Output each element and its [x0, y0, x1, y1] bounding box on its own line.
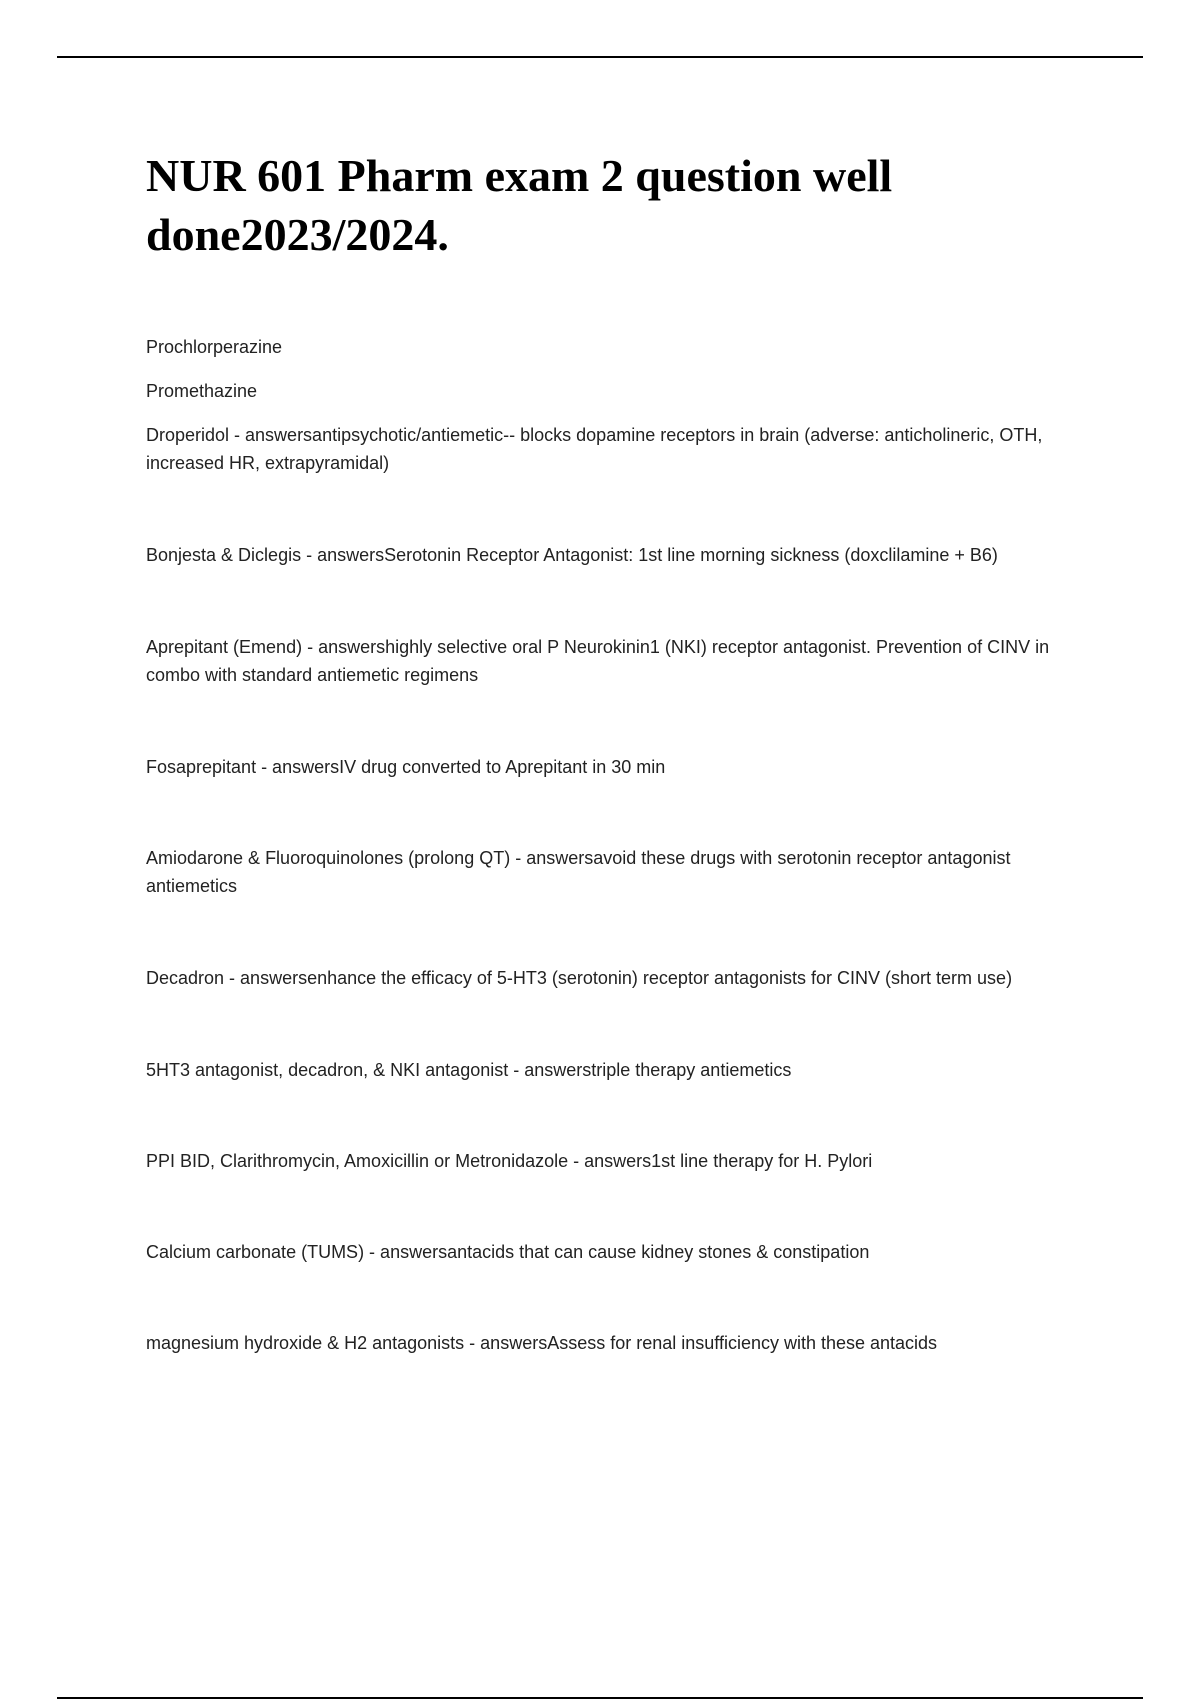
list-item: Bonjesta & Diclegis - answersSerotonin Receptor Antagonist: 1st line morning sickness (doxclilamine + B6): [146, 545, 998, 565]
list-item: magnesium hydroxide & H2 antagonists - answersAssess for renal insufficiency with these antacids: [146, 1333, 938, 1353]
document-body: [146, 333, 1081, 1420]
list-item: Promethazine: [146, 381, 258, 401]
list-item: Prochlorperazine: [146, 337, 283, 357]
list-item: Aprepitant (Emend) - answershighly selective oral P Neurokinin1 (NKI) receptor antagonist. Prevention of CINV in combo with standard antiemetic regimens: [146, 637, 1050, 685]
bottom-rule: [57, 1697, 1143, 1699]
list-item: Calcium carbonate (TUMS) - answersantacids that can cause kidney stones & constipation: [146, 1242, 870, 1262]
list-item: 5HT3 antagonist, decadron, & NKI antagonist - answerstriple therapy antiemetics: [146, 1060, 792, 1080]
list-item: Fosaprepitant - answersIV drug converted to Aprepitant in 30 min: [146, 757, 666, 777]
list-item: PPI BID, Clarithromycin, Amoxicillin or Metronidazole - answers1st line therapy for H. Pylori: [146, 1151, 873, 1171]
document-title: NUR 601 Pharm exam 2 question well done2023/2024.: [146, 150, 893, 260]
list-item: Droperidol - answersantipsychotic/antiemetic-- blocks dopamine receptors in brain (adverse: anticholineric, OTH, increased HR, extrapyramidal): [146, 425, 1043, 473]
top-rule: [57, 56, 1143, 58]
list-item: Decadron - answersenhance the efficacy of 5-HT3 (serotonin) receptor antagonists for CINV (short term use): [146, 968, 1013, 988]
list-item: Amiodarone & Fluoroquinolones (prolong QT) - answersavoid these drugs with serotonin receptor antagonist antiemetics: [146, 848, 1011, 896]
